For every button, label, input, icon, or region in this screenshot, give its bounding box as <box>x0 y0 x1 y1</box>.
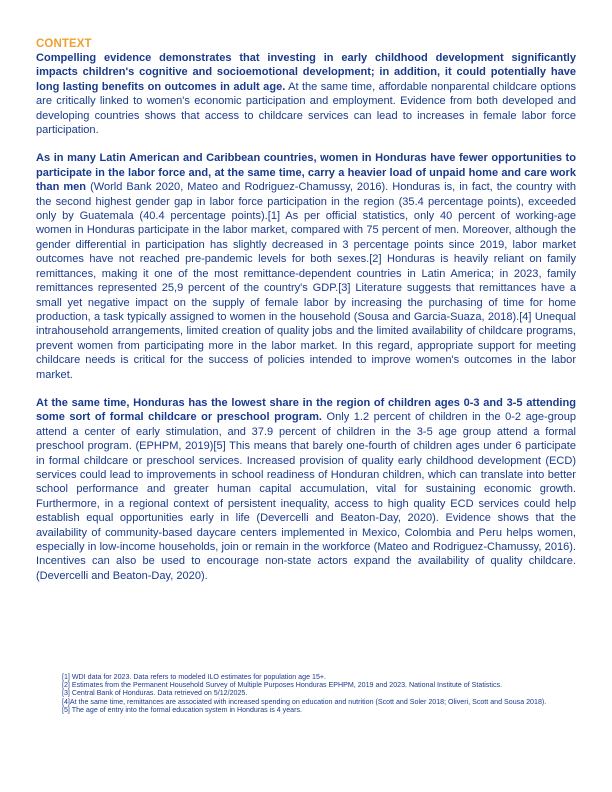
footnote-2: [2] Estimates from the Permanent Household Survey of Multiple Purposes Honduras EPHPM, 2019 and 2023. National Institute of Statistics. <box>62 681 503 690</box>
paragraph-2-text: (World Bank 2020, Mateo and Rodriguez-Chamussy, 2016). Honduras is, in fact, the country with the second highest gender gap in labor force participation in the region (35.4 percentage points), exceeded only by Guatemala (40.4 percentage points).[1] As per official statistics, only 40 percent of working-age women in Honduras participate in the labor market, compared with 75 percent of men. Moreover, although the gender differential in participation has slightly decreased in 3 percentage points since 2019, labor market outcomes have not reached pre-pandemic levels for both sexes.[2] Honduras is heavily reliant on family remittances, making it one of the most remittance-dependent countries in Latin America; in 2023, family remittances represented 25,9 percent of the country's GDP.[3] Literature suggests that remittances have a small yet negative impact on the supply of female labor by increasing the purchasing of time for home production, a task typically assigned to women in the household (Sousa and Garcia-Suaza, 2018).[4] Unequal intrahousehold arrangements, limited creation of quality jobs and the limited availability of childcare programs, prevent women from participating more in the labor market. In this regard, appropriate support for meeting childcare needs is critical for the success of policies intended to improve women's outcomes in the labor market. <box>36 181 577 381</box>
footnote-3: [3] Central Bank of Honduras. Data retrieved on 5/12/2025. <box>62 689 248 698</box>
paragraph-3-text: Only 1.2 percent of children in the 0-2 age-group attend a center of early stimulation, and 37.9 percent of children in the 3-5 age group attend a formal preschool program. (EPHPM, 2019)[5] This means that barely one-fourth of children ages under 6 participate in formal childcare or preschool services. Increased provision of quality early childhood development (ECD) services could lead to improvements in school readiness of Honduran children, which can translate into better school performance and greater human capital accumulation, vital for sustaining economic growth. Furthermore, in a regional context of persistent inequality, access to high quality ECD services could help establish equal opportunities early in life (Devercelli and Beaton-Day, 2020). Evidence shows that the availability of community-based daycare centers implemented in Mexico, Colombia and Peru helps women, especially in low-income households, join or remain in the workforce (Mateo and Rodriguez-Chamussy, 2016). Incentives can also be used to encourage non-state actors expand the availability of quality childcare. (Devercelli and Beaton-Day, 2020). <box>36 411 576 582</box>
paragraph-1-lead: Compelling evidence demonstrates that investing in early childhood development significantly impacts children's cognitive and socioemotional development; in addition, it could potentially have long lasting benefits on outcomes in adult age. <box>36 52 576 93</box>
paragraph-3-lead: At the same time, Honduras has the lowest share in the region of children ages 0-3 and 3-5 attending some sort of formal childcare or preschool program. <box>36 396 576 424</box>
paragraph-2 <box>36 151 576 382</box>
paragraph-3 <box>36 396 576 583</box>
footnote-4: [4]At the same time, remittances are associated with increased spending on education and nutrition (Scott and Soler 2018; Oliveri, Scott and Sousa 2018). <box>62 697 547 706</box>
paragraph-1-text: At the same time, affordable nonparental childcare options are critically linked to women's economic participation and employment. Evidence from both developed and developing countries shows that access to childcare services can lead to increases in female labor force participation. <box>36 80 576 137</box>
paragraph-1 <box>36 51 576 137</box>
paragraph-2-lead: As in many Latin American and Caribbean countries, women in Honduras have fewer opportunities to participate in the labor force and, at the same time, carry a heavier load of unpaid home and care work than men <box>36 152 576 194</box>
section-heading: CONTEXT <box>36 38 92 50</box>
footnote-1: [1] WDI data for 2023. Data refers to modeled ILO estimates for population age 15+. <box>62 673 326 681</box>
footnotes <box>62 673 552 714</box>
footnote-5: [5] The age of entry into the formal education system in Honduras is 4 years. <box>62 705 302 714</box>
document-body <box>36 38 576 597</box>
